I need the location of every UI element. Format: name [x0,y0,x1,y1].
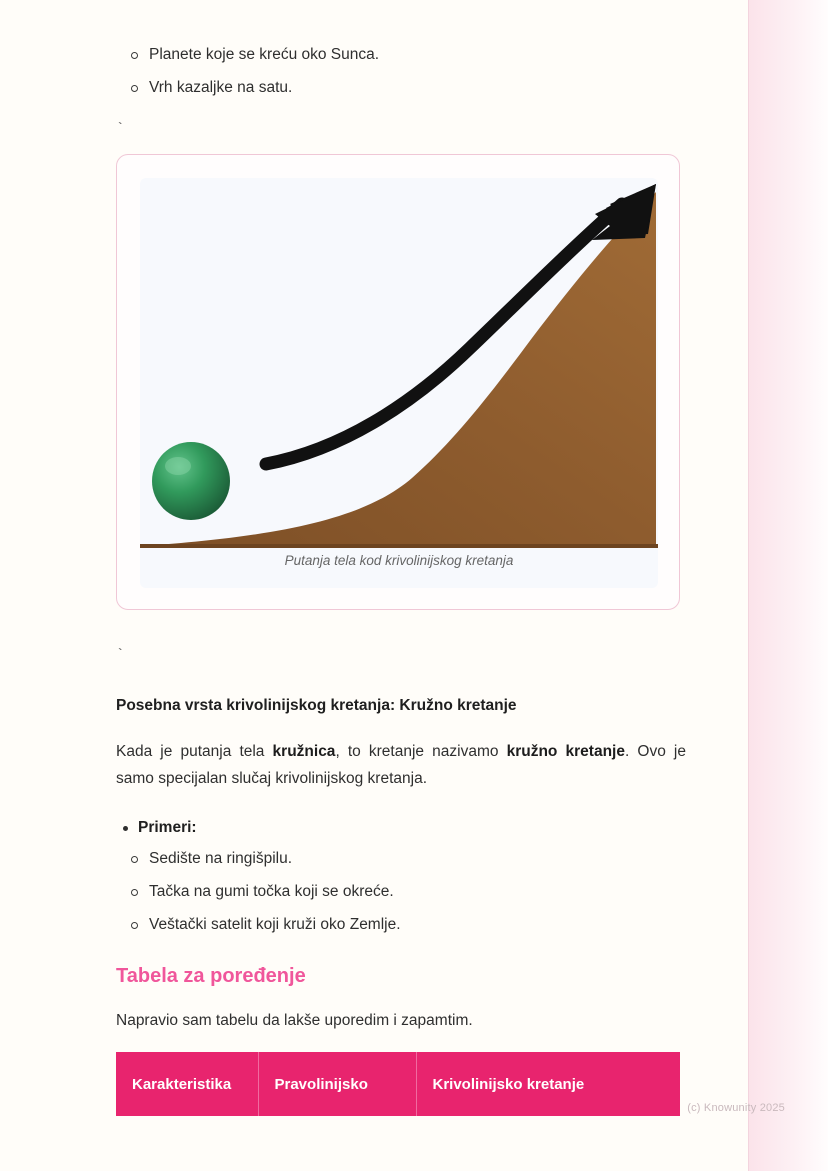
examples-list [116,814,686,842]
subsection-heading: Posebna vrsta krivolinijskog kretanja: Kružno kretanje [116,697,517,714]
figure-card [116,154,680,610]
table-header-cell: Pravolinijsko [258,1052,416,1116]
para-part-bold: kružno kretanje [506,743,625,760]
page-left-margin [48,0,96,1171]
list-item: Sedište na ringišpilu. [116,842,686,875]
code-backtick-2: ` [116,647,125,663]
code-backtick-1: ` [116,121,125,137]
document-content [116,0,686,1116]
table-header-cell: Krivolinijsko kretanje [416,1052,680,1116]
para-part: Kada je putanja tela [116,743,273,760]
list-item: Vrh kazaljke na satu. [116,71,686,104]
watermark: (c) Knowunity 2025 [687,1102,785,1114]
table-header-row [116,1052,680,1116]
examples-sub-list [116,842,686,941]
figure-caption: Putanja tela kod krivolinijskog kretanja [284,553,514,568]
body-paragraph [116,738,686,792]
top-sub-list [116,38,686,104]
para-part: , to kretanje nazivamo [335,743,507,760]
figure-illustration [140,178,658,588]
curvilinear-motion-diagram-icon [140,178,658,588]
comparison-table [116,1052,680,1116]
section-heading: Tabela za poređenje [116,965,306,987]
para-part-bold: kružnica [272,743,336,760]
table-header-cell: Karakteristika [116,1052,258,1116]
para-part: . Ovo je samo specijalan slučaj krivolinijskog kretanja. [116,743,686,787]
section-intro-paragraph: Napravio sam tabelu da lakše uporedim i zapamtim. [116,1012,473,1029]
list-item: Planete koje se kreću oko Sunca. [116,38,686,71]
list-item: Tačka na gumi točka koji se okreće. [116,875,686,908]
page-right-margin [748,0,828,1171]
examples-label: Primeri: [116,814,686,842]
document-page [48,0,748,1171]
list-item: Veštački satelit koji kruži oko Zemlje. [116,908,686,941]
